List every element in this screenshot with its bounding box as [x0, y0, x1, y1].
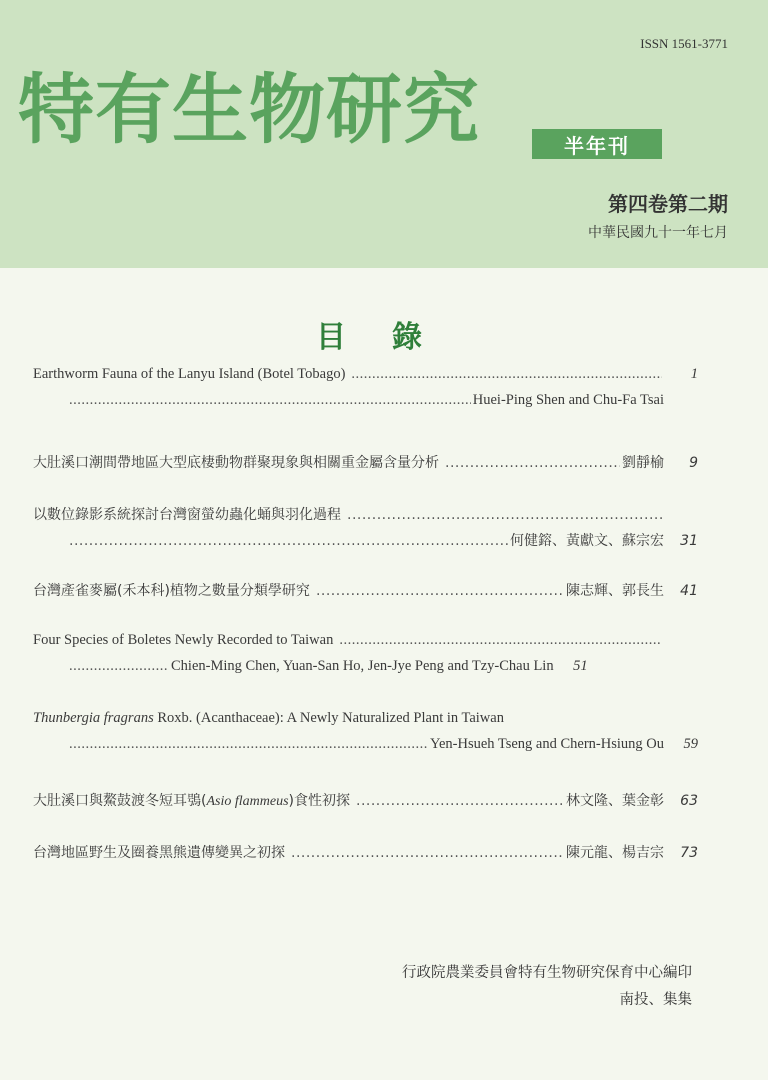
entry-title: Roxb. (Acanthaceae): A Newly Naturalized Plant in Taiwan [153, 710, 504, 726]
publication-date: 中華民國九十一年七月 [588, 225, 728, 241]
entry-authors: 林文隆、葉金彰 [566, 793, 664, 809]
entry-title: 台灣產雀麥屬(禾本科)植物之數量分類學研究 [33, 583, 310, 599]
entry-page: 51 [573, 658, 588, 674]
entry-authors: Yen-Hsueh Tseng and Chern-Hsiung Ou [429, 736, 664, 752]
journal-title: 特有生物研究 [18, 65, 480, 154]
entry-page: 1 [690, 366, 698, 382]
toc-entry[interactable] [33, 504, 698, 556]
toc-entry[interactable] [33, 790, 698, 816]
issn: ISSN 1561-3771 [640, 36, 728, 51]
entry-page: 9 [689, 455, 698, 471]
entry-title: 大肚溪口潮間帶地區大型底棲動物群聚現象與相關重金屬含量分析 [33, 455, 439, 471]
entry-title: 大肚溪口與鰲鼓渡冬短耳鴞( [33, 793, 207, 809]
entry-page: 41 [680, 583, 698, 599]
entry-authors: 陳元龍、楊吉宗 [566, 845, 664, 861]
toc-entry[interactable] [33, 366, 698, 418]
toc-entry[interactable] [33, 632, 698, 684]
toc-entry[interactable] [33, 452, 698, 478]
toc-entry[interactable] [33, 842, 698, 868]
publisher-name: 行政院農業委員會特有生物研究保育中心編印 [402, 965, 692, 981]
toc-entry[interactable] [33, 580, 698, 606]
entry-authors: 陳志輝、郭長生 [566, 583, 664, 599]
frequency-badge: 半年刊 [532, 129, 662, 159]
entry-authors: 劉靜榆 [622, 455, 664, 471]
entry-title-italic: Thunbergia fragrans [33, 710, 154, 726]
entry-page: 73 [680, 845, 698, 861]
toc-entry[interactable] [33, 710, 698, 762]
entry-title: Earthworm Fauna of the Lanyu Island (Botel Tobago) [33, 366, 346, 382]
entry-authors: Chien-Ming Chen, Yuan-San Ho, Jen-Jye Peng and Tzy-Chau Lin [171, 658, 554, 674]
entry-title: 以數位錄影系統探討台灣窗螢幼蟲化蛹與羽化過程 [33, 507, 341, 523]
entry-title: 台灣地區野生及圈養黑熊遺傳變異之初探 [33, 845, 285, 861]
entry-page: 63 [680, 793, 698, 809]
entry-page: 31 [680, 533, 698, 549]
publisher-block [402, 960, 692, 1014]
entry-page: 59 [683, 736, 698, 752]
toc-heading: 目錄 [316, 320, 468, 355]
entry-authors: 何健鎔、黃獻文、蘇宗宏 [510, 533, 664, 549]
entry-title-post: )食性初探 [288, 793, 350, 809]
entry-title-italic: Asio flammeus [206, 794, 289, 809]
publisher-location: 南投、集集 [619, 992, 692, 1008]
volume-issue: 第四卷第二期 [608, 192, 728, 216]
entry-authors: Huei-Ping Shen and Chu-Fa Tsai [472, 392, 664, 408]
entry-title: Four Species of Boletes Newly Recorded to Taiwan [33, 632, 334, 648]
